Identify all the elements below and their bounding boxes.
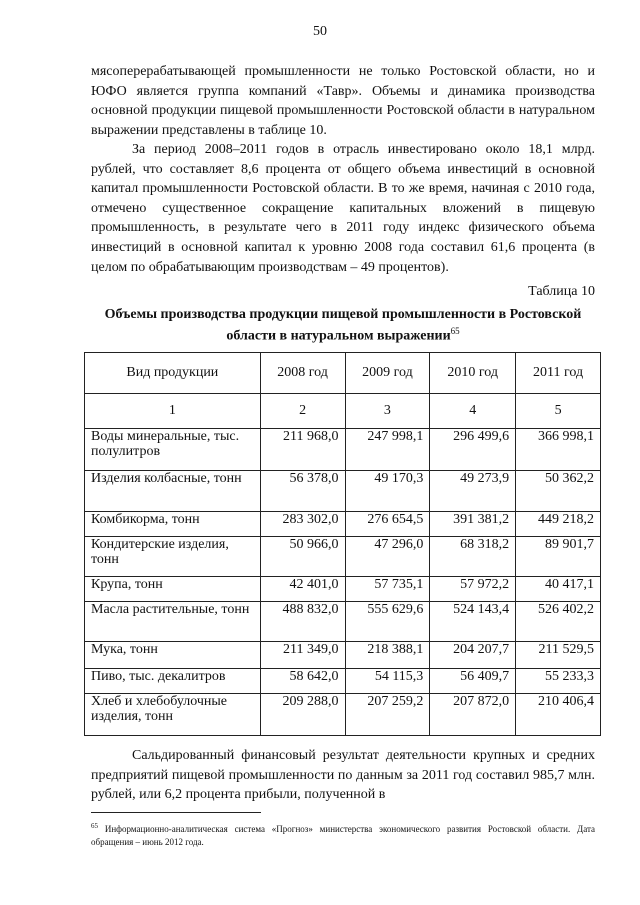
- cell-value: 49 273,9: [430, 471, 516, 512]
- cell-value: 49 170,3: [345, 471, 430, 512]
- cell-value: 210 406,4: [516, 694, 601, 736]
- row-label: Комбикорма, тонн: [85, 512, 261, 537]
- table-row: [85, 471, 601, 512]
- cell-value: 204 207,7: [430, 642, 516, 669]
- cell-value: 247 998,1: [345, 429, 430, 471]
- production-table: [84, 352, 601, 736]
- column-number: 3: [345, 394, 430, 429]
- cell-value: 42 401,0: [260, 577, 345, 602]
- row-label: Крупа, тонн: [85, 577, 261, 602]
- cell-value: 218 388,1: [345, 642, 430, 669]
- footnote-text: Информационно-аналитическая система «Прогноз» министерства экономического развития Ростовской области. Дата обращения – июнь 2012 года.: [91, 824, 595, 847]
- column-number: 4: [430, 394, 516, 429]
- cell-value: 40 417,1: [516, 577, 601, 602]
- cell-value: 211 529,5: [516, 642, 601, 669]
- row-label: Изделия колбасные, тонн: [85, 471, 261, 512]
- cell-value: 211 968,0: [260, 429, 345, 471]
- header-row: [85, 353, 601, 394]
- cell-value: 209 288,0: [260, 694, 345, 736]
- cell-value: 296 499,6: [430, 429, 516, 471]
- cell-value: 526 402,2: [516, 602, 601, 642]
- cell-value: 68 318,2: [430, 537, 516, 577]
- cell-value: 58 642,0: [260, 669, 345, 694]
- row-label: Пиво, тыс. декалитров: [85, 669, 261, 694]
- row-label: Воды минеральные, тыс. полулитров: [85, 429, 261, 471]
- header-product: Вид продукции: [85, 353, 261, 394]
- cell-value: 57 735,1: [345, 577, 430, 602]
- cell-value: 366 998,1: [516, 429, 601, 471]
- column-number: 5: [516, 394, 601, 429]
- footnote-ref: 65: [450, 326, 460, 336]
- table-row: [85, 537, 601, 577]
- table-label: Таблица 10: [528, 284, 595, 299]
- table-row: [85, 512, 601, 537]
- cell-value: 524 143,4: [430, 602, 516, 642]
- cell-value: 55 233,3: [516, 669, 601, 694]
- cell-value: 54 115,3: [345, 669, 430, 694]
- cell-value: 449 218,2: [516, 512, 601, 537]
- footnote-divider: [91, 812, 261, 813]
- cell-value: 555 629,6: [345, 602, 430, 642]
- table-row: [85, 602, 601, 642]
- row-label: Кондитерские изделия, тонн: [85, 537, 261, 577]
- header-2010: 2010 год: [430, 353, 516, 394]
- cell-value: 56 409,7: [430, 669, 516, 694]
- cell-value: 207 259,2: [345, 694, 430, 736]
- table-title: [91, 306, 595, 345]
- table-row: [85, 577, 601, 602]
- cell-value: 283 302,0: [260, 512, 345, 537]
- row-label: Масла растительные, тонн: [85, 602, 261, 642]
- table-row: [85, 669, 601, 694]
- header-2011: 2011 год: [516, 353, 601, 394]
- table-row: [85, 429, 601, 471]
- table-title-text: Объемы производства продукции пищевой промышленности в Ростовской области в натуральном выражении: [104, 307, 582, 344]
- cell-value: 276 654,5: [345, 512, 430, 537]
- footnote-number: 65: [91, 822, 98, 830]
- column-number: 2: [260, 394, 345, 429]
- paragraph-intro: мясоперерабатывающей промышленности не только Ростовской области, но и ЮФО является группа компаний «Тавр». Объемы и динамика производства основной продукции пищевой промышленности Ростовской области в натуральном выражении представлены в таблице 10.: [91, 64, 595, 138]
- cell-value: 47 296,0: [345, 537, 430, 577]
- cell-value: 57 972,2: [430, 577, 516, 602]
- cell-value: 50 362,2: [516, 471, 601, 512]
- column-number-row: [85, 394, 601, 429]
- cell-value: 89 901,7: [516, 537, 601, 577]
- header-2008: 2008 год: [260, 353, 345, 394]
- cell-value: 50 966,0: [260, 537, 345, 577]
- footnote: [91, 820, 595, 849]
- cell-value: 488 832,0: [260, 602, 345, 642]
- column-number: 1: [85, 394, 261, 429]
- row-label: Мука, тонн: [85, 642, 261, 669]
- cell-value: 391 381,2: [430, 512, 516, 537]
- header-2009: 2009 год: [345, 353, 430, 394]
- table-row: [85, 642, 601, 669]
- table-row: [85, 694, 601, 736]
- cell-value: 56 378,0: [260, 471, 345, 512]
- paragraph-investment: За период 2008–2011 годов в отрасль инвестировано около 18,1 млрд. рублей, что составляет 8,6 процента от общего объема инвестиций в основной капитал промышленности Ростовской области. В то же время, начиная с 2010 года, отмечено существенное сокращение капитальных вложений в пищевую промышленность, в результате чего в 2011 году индекс физического объема инвестиций в основной капитал к уровню 2008 года составил 61,6 процента (в целом по обрабатывающим производствам – 49 процентов).: [91, 142, 595, 275]
- row-label: Хлеб и хлебобулочные изделия, тонн: [85, 694, 261, 736]
- paragraph-financial-result: Сальдированный финансовый результат деятельности крупных и средних предприятий пищевой промышленности по данным за 2011 год составил 985,7 млн. рублей, или 6,2 процента прибыли, полученной в: [91, 748, 595, 803]
- page-number: 50: [313, 24, 327, 39]
- cell-value: 211 349,0: [260, 642, 345, 669]
- cell-value: 207 872,0: [430, 694, 516, 736]
